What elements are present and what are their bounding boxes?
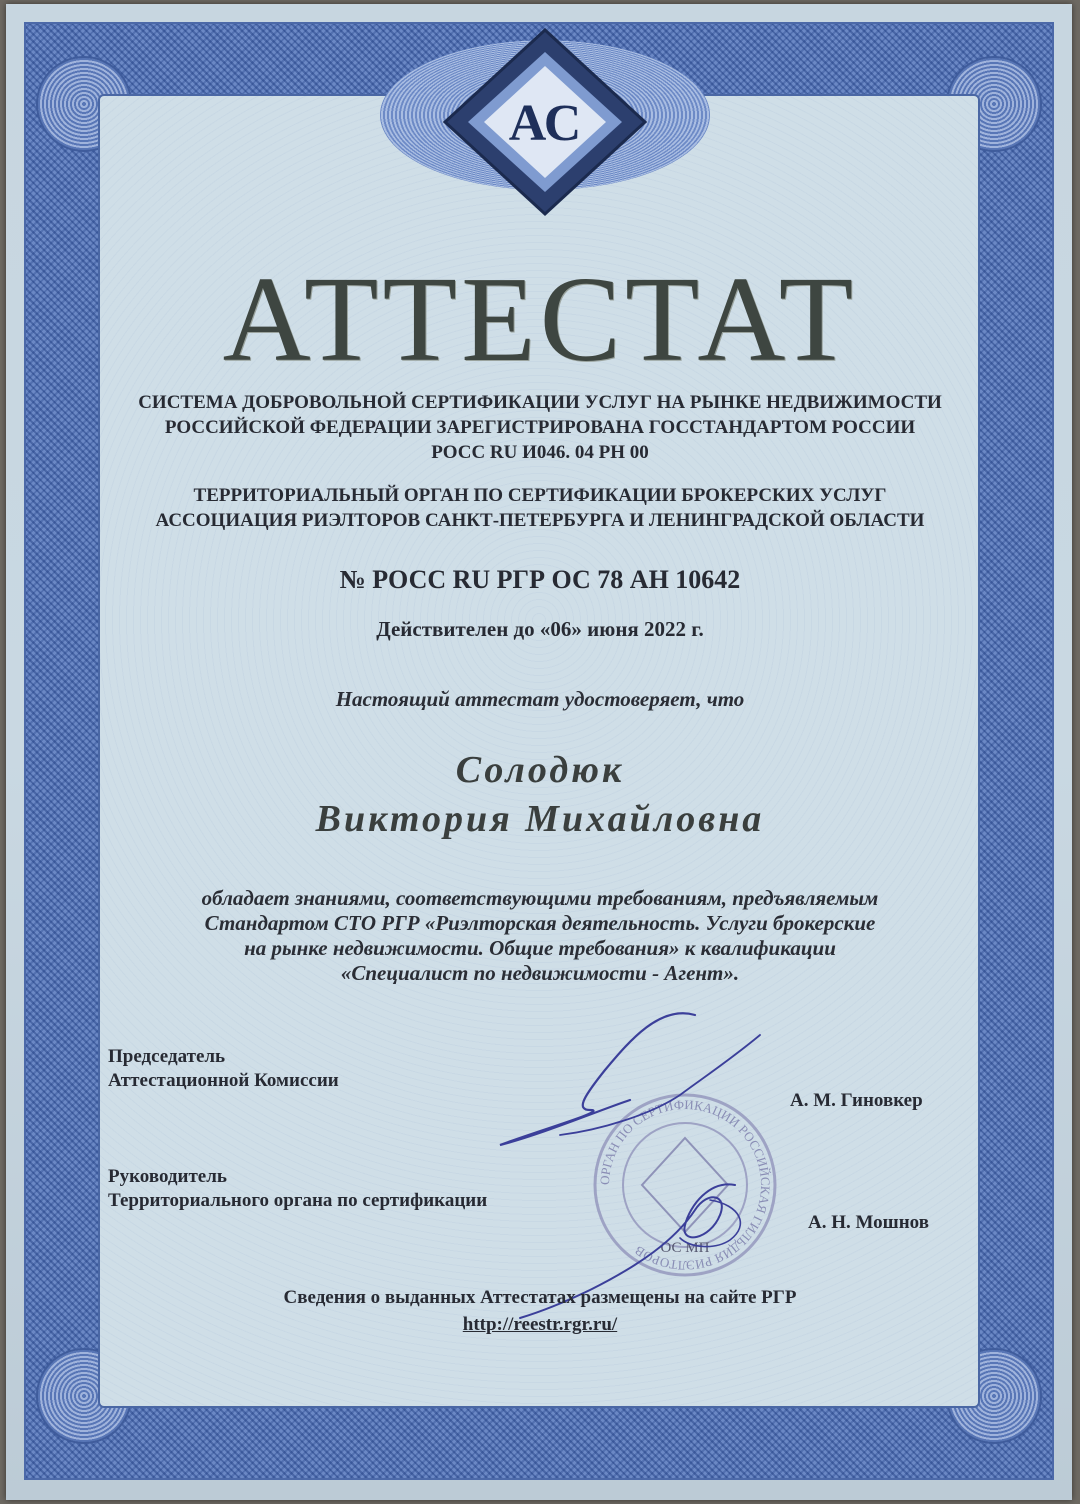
qualification-text [110, 886, 970, 986]
emblem-letters: АС [508, 95, 582, 152]
holder-given-names: Виктория Михайловна [315, 798, 765, 840]
header-authority [100, 483, 980, 533]
emblem-logo-icon [430, 22, 660, 222]
registry-note: Сведения о выданных Аттестатах размещены на сайте РГР [283, 1287, 797, 1308]
role-line: Председатель [108, 1046, 226, 1067]
header-line: ТЕРРИТОРИАЛЬНЫЙ ОРГАН ПО СЕРТИФИКАЦИИ БРОКЕРСКИХ УСЛУГ [193, 485, 887, 506]
role-line: Руководитель [108, 1166, 227, 1187]
role-line: Территориального органа по сертификации [108, 1190, 488, 1211]
signatory1-role [108, 1045, 339, 1093]
header-system [100, 390, 980, 465]
signatory2-role [108, 1165, 487, 1213]
header-line: РОСС RU И046. 04 РН 00 [431, 442, 649, 463]
signatory2-name: А. Н. Мошнов [808, 1212, 929, 1233]
body-line: Стандартом СТО РГР «Риэлторская деятельность. Услуги брокерские [204, 911, 876, 935]
role-line: Аттестационной Комиссии [108, 1070, 339, 1091]
stamp-code: ОС МП [660, 1240, 710, 1256]
page-title: АТТЕСТАТ [222, 252, 858, 387]
signatory1-name: А. М. Гиновкер [790, 1090, 923, 1111]
intro-text: Настоящий аттестат удостоверяет, что [335, 687, 745, 711]
body-line: на рынке недвижимости. Общие требования» к квалификации [244, 936, 836, 960]
registry-link[interactable]: http://reestr.rgr.ru/ [462, 1314, 618, 1335]
header-line: РОССИЙСКОЙ ФЕДЕРАЦИИ ЗАРЕГИСТРИРОВАНА ГОССТАНДАРТОМ РОССИИ [164, 417, 916, 438]
holder-surname: Солодюк [455, 749, 625, 791]
body-line: обладает знаниями, соответствующими требованиям, предъявляемым [201, 886, 879, 910]
stamp-ring-text: ОРГАН ПО СЕРТИФИКАЦИИ РОССИЙСКАЯ ГИЛЬДИЯ РИЭЛТОРОВ [596, 1096, 774, 1274]
certificate-number: № РОСС RU РГР ОС 78 АН 10642 [339, 565, 741, 594]
signatures-icon [480, 1000, 780, 1330]
header-line: СИСТЕМА ДОБРОВОЛЬНОЙ СЕРТИФИКАЦИИ УСЛУГ НА РЫНКЕ НЕДВИЖИМОСТИ [138, 392, 942, 413]
valid-until: Действителен до «06» июня 2022 г. [376, 617, 704, 641]
body-line: «Специалист по недвижимости - Агент». [340, 961, 740, 985]
header-line: АССОЦИАЦИЯ РИЭЛТОРОВ САНКТ-ПЕТЕРБУРГА И ЛЕНИНГРАДСКОЙ ОБЛАСТИ [155, 510, 925, 531]
